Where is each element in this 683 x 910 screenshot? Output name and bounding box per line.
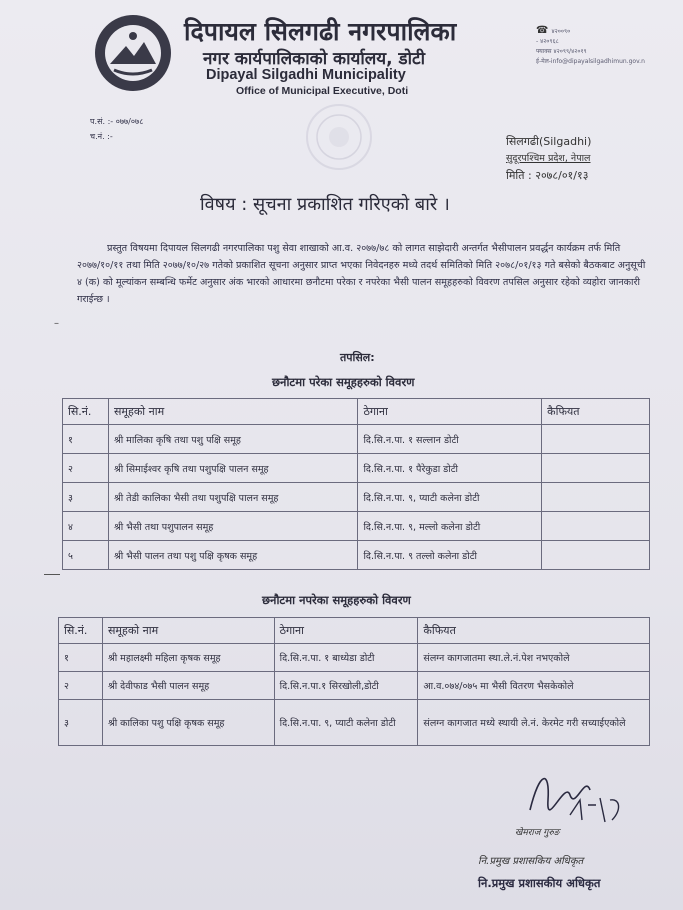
- cell-group-name: श्री कालिका पशु पक्षि कृषक समूह: [102, 700, 274, 746]
- col-serial: सि.नं.: [59, 618, 103, 644]
- margin-dash: –: [54, 318, 59, 329]
- place-date-block: [506, 133, 591, 184]
- letter-date: मिति : २०७८/०१/१३: [506, 169, 589, 182]
- table-row: [59, 672, 650, 700]
- selected-groups-title: छनौटमा परेका समूहहरुको विवरण: [272, 375, 415, 389]
- office-name-nepali: नगर कार्यपालिकाको कार्यालय, डोटी: [203, 49, 425, 69]
- col-serial: सि.नं.: [63, 399, 109, 425]
- municipality-name-nepali: दिपायल सिलगढी नगरपालिका: [184, 17, 457, 46]
- table-row: [63, 483, 650, 512]
- contact-line: ई-मेल-info@dipayalsilgadhimun.gov.n: [536, 58, 645, 65]
- cell-address: दि.सि.न.पा. १ सल्लान डोटी: [358, 425, 542, 454]
- table-row: [59, 644, 650, 672]
- cell-serial: ३: [63, 483, 109, 512]
- cell-address: दि.सि.न.पा. ९, प्याटी कलेना डोटी: [358, 483, 542, 512]
- cell-remarks: [542, 454, 650, 483]
- cell-address: दि.सि.न.पा. ९, मल्लो कलेना डोटी: [358, 512, 542, 541]
- reference-block: [90, 114, 143, 144]
- cell-serial: १: [63, 425, 109, 454]
- cell-address: दि.सि.न.पा. ९ तल्लो कलेना डोटी: [358, 541, 542, 570]
- table-header-row: [59, 618, 650, 644]
- cell-group-name: श्री महालक्ष्मी महिला कृषक समूह: [102, 644, 274, 672]
- table-row: [63, 512, 650, 541]
- details-heading: तपसिल:: [340, 351, 375, 364]
- table-row: [59, 700, 650, 746]
- cell-remarks: संलग्न कागजात मध्ये स्थायी ले.नं. केरमेट गरी सच्याईएकोले: [418, 700, 650, 746]
- letter-number: प.सं. :- ०७७/०७८: [90, 117, 144, 126]
- signatory-designation: नि.प्रमुख प्रशासकिय अधिकृत: [478, 856, 584, 867]
- cell-remarks: [542, 541, 650, 570]
- cell-serial: ३: [59, 700, 103, 746]
- contact-line: - ४२०९६८: [536, 38, 559, 45]
- designation-stamp: नि.प्रमुख प्रशासकीय अधिकृत: [478, 876, 601, 890]
- cell-address: दि.सि.न.पा. १ बाध्येडा डोटी: [274, 644, 418, 672]
- col-address: ठेगाना: [358, 399, 542, 425]
- cell-serial: १: [59, 644, 103, 672]
- cell-group-name: श्री भैसी पालन तथा पशु पक्षि कृषक समूह: [108, 541, 358, 570]
- cell-address: दि.सि.न.पा.१ सिरखोली,डोटी: [274, 672, 418, 700]
- rejected-groups-title: छनौटमा नपरेका समूहहरुको विवरण: [262, 593, 411, 607]
- cell-remarks: [542, 483, 650, 512]
- province-name: सुदूरपश्चिम प्रदेश, नेपाल: [506, 153, 591, 164]
- municipality-emblem-logo: [92, 12, 174, 94]
- table-row: [63, 454, 650, 483]
- signatory-name: खेमराज गुरुङ: [515, 828, 560, 838]
- cell-serial: २: [63, 454, 109, 483]
- cell-group-name: श्री मालिका कृषि तथा पशु पक्षि समूह: [108, 425, 358, 454]
- phone-icon: ☎: [536, 25, 549, 36]
- cell-group-name: श्री देवीफाड भैसी पालन समूह: [102, 672, 274, 700]
- cell-group-name: श्री सिमाईश्वर कृषि तथा पशुपक्षि पालन समूह: [108, 454, 358, 483]
- dispatch-number: च.नं. :-: [90, 132, 113, 141]
- col-address: ठेगाना: [274, 618, 418, 644]
- col-remarks: कैफियत: [418, 618, 650, 644]
- cell-group-name: श्री तेडी कालिका भैसी तथा पशुपक्षि पालन समूह: [108, 483, 358, 512]
- municipality-name-english: Dipayal Silgadhi Municipality: [206, 67, 406, 83]
- cell-remarks: आ.व.०७४/०७५ मा भैसी वितरण भैसकेकोले: [418, 672, 650, 700]
- cell-remarks: [542, 425, 650, 454]
- table-row: [63, 541, 650, 570]
- cell-remarks: [542, 512, 650, 541]
- body-paragraph: प्रस्तुत विषयमा दिपायल सिलगढी नगरपालिका पशु सेवा शाखाको आ.व. २०७७/७८ को लागत साझेदारी अन्तर्गत भैसीपालन प्रवर्द्धन कार्यक्रम तर्फ मिति २०७७/१०/११ तथा मिति २०७७/१०/२७ गतेको प्रकाशित सूचना अनुसार प्राप्त भएका निवेदनहरु मध्ये तदर्थ समितिको मिति २०७८/०१/१३ गते बसेको बैठकबाट अनुसूची ४ (क) को मूल्यांकन सम्बन्धि फर्मेट अनुसार अंक भारको आधारमा छनौटमा परेका र नपरेका भैसी पालन समूहहरुको विवरण तपसिल अनुसार रहेको व्यहोरा जानकारी गराईन्छ ।: [77, 243, 646, 305]
- office-name-english: Office of Municipal Executive, Doti: [236, 85, 409, 97]
- cell-remarks: संलग्न कागजातमा स्था.ले.नं.पेश नभएकोले: [418, 644, 650, 672]
- col-remarks: कैफियत: [542, 399, 650, 425]
- contact-block: [536, 26, 645, 67]
- cell-address: दि.सि.न.पा. ९, प्याटी कलेना डोटी: [274, 700, 418, 746]
- rejected-groups-table: [58, 617, 650, 746]
- margin-dash: [44, 574, 60, 575]
- col-group-name: समूहको नाम: [108, 399, 358, 425]
- table-header-row: [63, 399, 650, 425]
- cell-group-name: श्री भैसी तथा पशुपालन समूह: [108, 512, 358, 541]
- cell-serial: ४: [63, 512, 109, 541]
- selected-groups-table: [62, 398, 650, 570]
- contact-line: ४२००९०: [551, 28, 571, 35]
- city-name: सिलगढी(Silgadhi): [506, 135, 592, 148]
- table-row: [63, 425, 650, 454]
- subject-line: विषय : सूचना प्रकाशित गरिएको बारे ।: [200, 194, 450, 215]
- cell-serial: २: [59, 672, 103, 700]
- contact-line: फ्याक्स ४२०९९/४२०१९: [536, 48, 587, 55]
- col-group-name: समूहको नाम: [102, 618, 274, 644]
- cell-serial: ५: [63, 541, 109, 570]
- cell-address: दि.सि.न.पा. १ पैरेकुडा डोटी: [358, 454, 542, 483]
- faded-stamp: [306, 104, 372, 170]
